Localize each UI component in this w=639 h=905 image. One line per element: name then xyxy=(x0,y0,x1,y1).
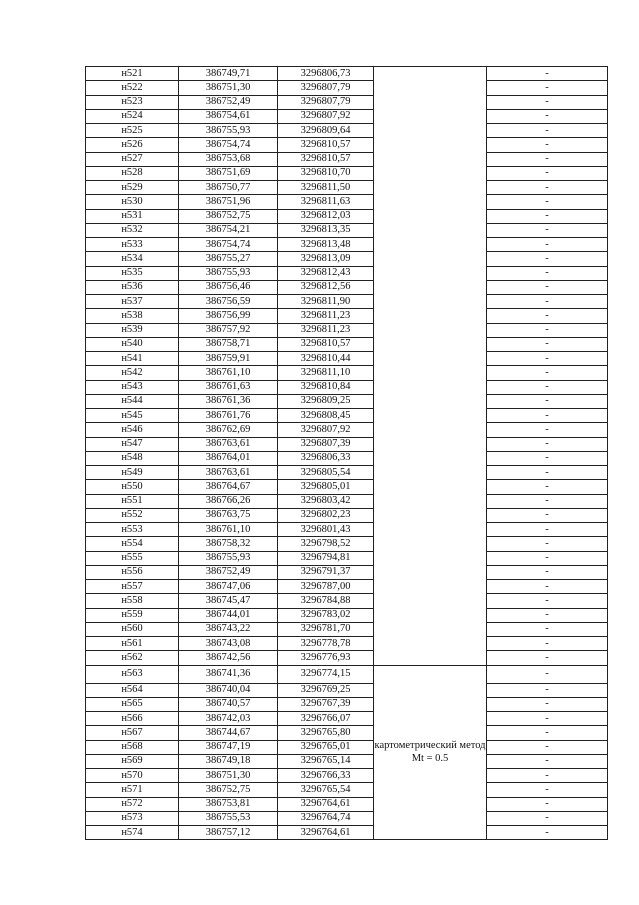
x-coordinate-cell: 386742,03 xyxy=(179,712,278,726)
table-row xyxy=(86,551,608,565)
table-row xyxy=(86,366,608,380)
note-cell: - xyxy=(487,280,608,294)
y-coordinate-cell: 3296807,39 xyxy=(278,437,374,451)
x-coordinate-cell: 386764,67 xyxy=(179,480,278,494)
y-coordinate-cell: 3296805,01 xyxy=(278,480,374,494)
note-cell: - xyxy=(487,783,608,797)
x-coordinate-cell: 386761,36 xyxy=(179,394,278,408)
y-coordinate-cell: 3296811,90 xyxy=(278,295,374,309)
note-cell: - xyxy=(487,109,608,123)
y-coordinate-cell: 3296813,09 xyxy=(278,252,374,266)
method-cell-upper xyxy=(374,67,487,666)
x-coordinate-cell: 386756,59 xyxy=(179,295,278,309)
point-name-cell: н556 xyxy=(86,565,179,579)
table-row xyxy=(86,67,608,81)
table-row xyxy=(86,95,608,109)
point-name-cell: н570 xyxy=(86,769,179,783)
note-cell: - xyxy=(487,409,608,423)
point-name-cell: н540 xyxy=(86,337,179,351)
y-coordinate-cell: 3296765,80 xyxy=(278,726,374,740)
y-coordinate-cell: 3296764,61 xyxy=(278,797,374,811)
table-row xyxy=(86,826,608,840)
point-name-cell: н532 xyxy=(86,223,179,237)
y-coordinate-cell: 3296808,45 xyxy=(278,409,374,423)
table-row xyxy=(86,209,608,223)
table-row xyxy=(86,651,608,665)
y-coordinate-cell: 3296806,33 xyxy=(278,451,374,465)
point-name-cell: н574 xyxy=(86,826,179,840)
point-name-cell: н571 xyxy=(86,783,179,797)
note-cell: - xyxy=(487,726,608,740)
note-cell: - xyxy=(487,295,608,309)
note-cell: - xyxy=(487,366,608,380)
y-coordinate-cell: 3296811,23 xyxy=(278,323,374,337)
x-coordinate-cell: 386757,12 xyxy=(179,826,278,840)
x-coordinate-cell: 386763,61 xyxy=(179,466,278,480)
point-name-cell: н554 xyxy=(86,537,179,551)
table-row xyxy=(86,754,608,768)
point-name-cell: н559 xyxy=(86,608,179,622)
x-coordinate-cell: 386743,08 xyxy=(179,637,278,651)
table-row xyxy=(86,81,608,95)
x-coordinate-cell: 386754,21 xyxy=(179,223,278,237)
point-name-cell: н527 xyxy=(86,152,179,166)
point-name-cell: н547 xyxy=(86,437,179,451)
y-coordinate-cell: 3296783,02 xyxy=(278,608,374,622)
y-coordinate-cell: 3296807,79 xyxy=(278,95,374,109)
point-name-cell: н562 xyxy=(86,651,179,665)
note-cell: - xyxy=(487,523,608,537)
x-coordinate-cell: 386754,74 xyxy=(179,238,278,252)
note-cell: - xyxy=(487,754,608,768)
table-row xyxy=(86,337,608,351)
x-coordinate-cell: 386755,53 xyxy=(179,811,278,825)
note-cell: - xyxy=(487,537,608,551)
point-name-cell: н553 xyxy=(86,523,179,537)
note-cell: - xyxy=(487,124,608,138)
x-coordinate-cell: 386761,10 xyxy=(179,523,278,537)
note-cell: - xyxy=(487,138,608,152)
x-coordinate-cell: 386752,49 xyxy=(179,95,278,109)
x-coordinate-cell: 386761,10 xyxy=(179,366,278,380)
table-row xyxy=(86,394,608,408)
note-cell: - xyxy=(487,423,608,437)
y-coordinate-cell: 3296765,01 xyxy=(278,740,374,754)
table-row xyxy=(86,665,608,683)
point-name-cell: н536 xyxy=(86,280,179,294)
table-row xyxy=(86,797,608,811)
point-name-cell: н542 xyxy=(86,366,179,380)
table-row xyxy=(86,637,608,651)
y-coordinate-cell: 3296810,44 xyxy=(278,352,374,366)
table-row xyxy=(86,622,608,636)
point-name-cell: н523 xyxy=(86,95,179,109)
x-coordinate-cell: 386755,27 xyxy=(179,252,278,266)
table-row xyxy=(86,740,608,754)
table-row xyxy=(86,508,608,522)
point-name-cell: н568 xyxy=(86,740,179,754)
y-coordinate-cell: 3296805,54 xyxy=(278,466,374,480)
x-coordinate-cell: 386740,57 xyxy=(179,697,278,711)
point-name-cell: н530 xyxy=(86,195,179,209)
y-coordinate-cell: 3296774,15 xyxy=(278,665,374,683)
table-row xyxy=(86,594,608,608)
note-cell: - xyxy=(487,323,608,337)
note-cell: - xyxy=(487,166,608,180)
x-coordinate-cell: 386752,75 xyxy=(179,209,278,223)
y-coordinate-cell: 3296781,70 xyxy=(278,622,374,636)
x-coordinate-cell: 386749,18 xyxy=(179,754,278,768)
table-row xyxy=(86,783,608,797)
point-name-cell: н537 xyxy=(86,295,179,309)
note-cell: - xyxy=(487,494,608,508)
point-name-cell: н555 xyxy=(86,551,179,565)
point-name-cell: н534 xyxy=(86,252,179,266)
note-cell: - xyxy=(487,665,608,683)
note-cell: - xyxy=(487,508,608,522)
x-coordinate-cell: 386752,75 xyxy=(179,783,278,797)
coordinates-table xyxy=(85,66,608,840)
x-coordinate-cell: 386752,49 xyxy=(179,565,278,579)
point-name-cell: н561 xyxy=(86,637,179,651)
table-row xyxy=(86,409,608,423)
note-cell: - xyxy=(487,683,608,697)
x-coordinate-cell: 386745,47 xyxy=(179,594,278,608)
note-cell: - xyxy=(487,594,608,608)
x-coordinate-cell: 386743,22 xyxy=(179,622,278,636)
note-cell: - xyxy=(487,437,608,451)
note-cell: - xyxy=(487,651,608,665)
x-coordinate-cell: 386741,36 xyxy=(179,665,278,683)
point-name-cell: н522 xyxy=(86,81,179,95)
x-coordinate-cell: 386755,93 xyxy=(179,124,278,138)
y-coordinate-cell: 3296812,56 xyxy=(278,280,374,294)
x-coordinate-cell: 386744,01 xyxy=(179,608,278,622)
y-coordinate-cell: 3296810,57 xyxy=(278,337,374,351)
point-name-cell: н526 xyxy=(86,138,179,152)
x-coordinate-cell: 386756,99 xyxy=(179,309,278,323)
note-cell: - xyxy=(487,580,608,594)
point-name-cell: н525 xyxy=(86,124,179,138)
x-coordinate-cell: 386758,32 xyxy=(179,537,278,551)
x-coordinate-cell: 386751,69 xyxy=(179,166,278,180)
table-row xyxy=(86,223,608,237)
y-coordinate-cell: 3296784,88 xyxy=(278,594,374,608)
note-cell: - xyxy=(487,811,608,825)
note-cell: - xyxy=(487,394,608,408)
table-row xyxy=(86,494,608,508)
x-coordinate-cell: 386751,30 xyxy=(179,769,278,783)
note-cell: - xyxy=(487,81,608,95)
note-cell: - xyxy=(487,181,608,195)
note-cell: - xyxy=(487,608,608,622)
y-coordinate-cell: 3296802,23 xyxy=(278,508,374,522)
table-row xyxy=(86,109,608,123)
y-coordinate-cell: 3296812,03 xyxy=(278,209,374,223)
point-name-cell: н566 xyxy=(86,712,179,726)
x-coordinate-cell: 386753,81 xyxy=(179,797,278,811)
y-coordinate-cell: 3296809,25 xyxy=(278,394,374,408)
point-name-cell: н533 xyxy=(86,238,179,252)
y-coordinate-cell: 3296791,37 xyxy=(278,565,374,579)
y-coordinate-cell: 3296810,57 xyxy=(278,138,374,152)
point-name-cell: н573 xyxy=(86,811,179,825)
table-row xyxy=(86,352,608,366)
y-coordinate-cell: 3296807,79 xyxy=(278,81,374,95)
x-coordinate-cell: 386756,46 xyxy=(179,280,278,294)
table-row xyxy=(86,811,608,825)
x-coordinate-cell: 386740,04 xyxy=(179,683,278,697)
note-cell: - xyxy=(487,637,608,651)
x-coordinate-cell: 386753,68 xyxy=(179,152,278,166)
table-row xyxy=(86,769,608,783)
x-coordinate-cell: 386755,93 xyxy=(179,266,278,280)
table-row xyxy=(86,608,608,622)
note-cell: - xyxy=(487,337,608,351)
table-row xyxy=(86,166,608,180)
table-row xyxy=(86,238,608,252)
point-name-cell: н548 xyxy=(86,451,179,465)
x-coordinate-cell: 386763,75 xyxy=(179,508,278,522)
point-name-cell: н529 xyxy=(86,181,179,195)
note-cell: - xyxy=(487,209,608,223)
table-row xyxy=(86,565,608,579)
y-coordinate-cell: 3296778,78 xyxy=(278,637,374,651)
y-coordinate-cell: 3296807,92 xyxy=(278,423,374,437)
point-name-cell: н549 xyxy=(86,466,179,480)
note-cell: - xyxy=(487,826,608,840)
y-coordinate-cell: 3296764,61 xyxy=(278,826,374,840)
point-name-cell: н524 xyxy=(86,109,179,123)
note-cell: - xyxy=(487,223,608,237)
point-name-cell: н528 xyxy=(86,166,179,180)
y-coordinate-cell: 3296787,00 xyxy=(278,580,374,594)
y-coordinate-cell: 3296811,63 xyxy=(278,195,374,209)
point-name-cell: н541 xyxy=(86,352,179,366)
x-coordinate-cell: 386761,76 xyxy=(179,409,278,423)
x-coordinate-cell: 386751,96 xyxy=(179,195,278,209)
note-cell: - xyxy=(487,238,608,252)
point-name-cell: н531 xyxy=(86,209,179,223)
x-coordinate-cell: 386755,93 xyxy=(179,551,278,565)
table-row xyxy=(86,726,608,740)
y-coordinate-cell: 3296811,10 xyxy=(278,366,374,380)
coordinates-sheet xyxy=(85,66,604,840)
note-cell: - xyxy=(487,195,608,209)
y-coordinate-cell: 3296794,81 xyxy=(278,551,374,565)
table-row xyxy=(86,124,608,138)
point-name-cell: н557 xyxy=(86,580,179,594)
note-cell: - xyxy=(487,622,608,636)
y-coordinate-cell: 3296801,43 xyxy=(278,523,374,537)
x-coordinate-cell: 386744,67 xyxy=(179,726,278,740)
point-name-cell: н551 xyxy=(86,494,179,508)
note-cell: - xyxy=(487,451,608,465)
note-cell: - xyxy=(487,797,608,811)
coordinates-table-body xyxy=(86,67,608,840)
note-cell: - xyxy=(487,565,608,579)
y-coordinate-cell: 3296810,84 xyxy=(278,380,374,394)
point-name-cell: н563 xyxy=(86,665,179,683)
note-cell: - xyxy=(487,480,608,494)
point-name-cell: н545 xyxy=(86,409,179,423)
table-row xyxy=(86,523,608,537)
table-row xyxy=(86,252,608,266)
table-row xyxy=(86,138,608,152)
x-coordinate-cell: 386762,69 xyxy=(179,423,278,437)
note-cell: - xyxy=(487,309,608,323)
note-cell: - xyxy=(487,697,608,711)
y-coordinate-cell: 3296776,93 xyxy=(278,651,374,665)
note-cell: - xyxy=(487,67,608,81)
y-coordinate-cell: 3296764,74 xyxy=(278,811,374,825)
y-coordinate-cell: 3296766,33 xyxy=(278,769,374,783)
y-coordinate-cell: 3296806,73 xyxy=(278,67,374,81)
y-coordinate-cell: 3296813,48 xyxy=(278,238,374,252)
x-coordinate-cell: 386759,91 xyxy=(179,352,278,366)
note-cell: - xyxy=(487,740,608,754)
y-coordinate-cell: 3296766,07 xyxy=(278,712,374,726)
table-row xyxy=(86,466,608,480)
x-coordinate-cell: 386758,71 xyxy=(179,337,278,351)
table-row xyxy=(86,712,608,726)
point-name-cell: н572 xyxy=(86,797,179,811)
y-coordinate-cell: 3296767,39 xyxy=(278,697,374,711)
note-cell: - xyxy=(487,252,608,266)
x-coordinate-cell: 386754,61 xyxy=(179,109,278,123)
y-coordinate-cell: 3296809,64 xyxy=(278,124,374,138)
point-name-cell: н564 xyxy=(86,683,179,697)
note-cell: - xyxy=(487,551,608,565)
x-coordinate-cell: 386757,92 xyxy=(179,323,278,337)
x-coordinate-cell: 386747,19 xyxy=(179,740,278,754)
y-coordinate-cell: 3296798,52 xyxy=(278,537,374,551)
table-row xyxy=(86,380,608,394)
table-row xyxy=(86,683,608,697)
table-row xyxy=(86,295,608,309)
y-coordinate-cell: 3296813,35 xyxy=(278,223,374,237)
note-cell: - xyxy=(487,152,608,166)
table-row xyxy=(86,181,608,195)
table-row xyxy=(86,537,608,551)
note-cell: - xyxy=(487,352,608,366)
point-name-cell: н558 xyxy=(86,594,179,608)
point-name-cell: н546 xyxy=(86,423,179,437)
table-row xyxy=(86,309,608,323)
note-cell: - xyxy=(487,466,608,480)
x-coordinate-cell: 386751,30 xyxy=(179,81,278,95)
y-coordinate-cell: 3296811,23 xyxy=(278,309,374,323)
table-row xyxy=(86,423,608,437)
x-coordinate-cell: 386761,63 xyxy=(179,380,278,394)
note-cell: - xyxy=(487,95,608,109)
table-row xyxy=(86,697,608,711)
table-row xyxy=(86,323,608,337)
point-name-cell: н560 xyxy=(86,622,179,636)
x-coordinate-cell: 386749,71 xyxy=(179,67,278,81)
y-coordinate-cell: 3296765,14 xyxy=(278,754,374,768)
y-coordinate-cell: 3296811,50 xyxy=(278,181,374,195)
point-name-cell: н552 xyxy=(86,508,179,522)
point-name-cell: н550 xyxy=(86,480,179,494)
table-row xyxy=(86,437,608,451)
point-name-cell: н544 xyxy=(86,394,179,408)
x-coordinate-cell: 386750,77 xyxy=(179,181,278,195)
x-coordinate-cell: 386764,01 xyxy=(179,451,278,465)
point-name-cell: н539 xyxy=(86,323,179,337)
table-row xyxy=(86,580,608,594)
table-row xyxy=(86,195,608,209)
note-cell: - xyxy=(487,712,608,726)
table-row xyxy=(86,280,608,294)
table-row xyxy=(86,152,608,166)
y-coordinate-cell: 3296765,54 xyxy=(278,783,374,797)
note-cell: - xyxy=(487,769,608,783)
x-coordinate-cell: 386742,56 xyxy=(179,651,278,665)
point-name-cell: н543 xyxy=(86,380,179,394)
table-row xyxy=(86,451,608,465)
note-cell: - xyxy=(487,266,608,280)
y-coordinate-cell: 3296803,42 xyxy=(278,494,374,508)
x-coordinate-cell: 386747,06 xyxy=(179,580,278,594)
x-coordinate-cell: 386754,74 xyxy=(179,138,278,152)
point-name-cell: н535 xyxy=(86,266,179,280)
y-coordinate-cell: 3296769,25 xyxy=(278,683,374,697)
y-coordinate-cell: 3296810,70 xyxy=(278,166,374,180)
y-coordinate-cell: 3296812,43 xyxy=(278,266,374,280)
point-name-cell: н538 xyxy=(86,309,179,323)
table-row xyxy=(86,266,608,280)
note-cell: - xyxy=(487,380,608,394)
y-coordinate-cell: 3296810,57 xyxy=(278,152,374,166)
x-coordinate-cell: 386763,61 xyxy=(179,437,278,451)
y-coordinate-cell: 3296807,92 xyxy=(278,109,374,123)
point-name-cell: н567 xyxy=(86,726,179,740)
point-name-cell: н569 xyxy=(86,754,179,768)
table-row xyxy=(86,480,608,494)
point-name-cell: н565 xyxy=(86,697,179,711)
point-name-cell: н521 xyxy=(86,67,179,81)
method-cell: картометрический метод Mt = 0.5 xyxy=(374,665,487,840)
x-coordinate-cell: 386766,26 xyxy=(179,494,278,508)
